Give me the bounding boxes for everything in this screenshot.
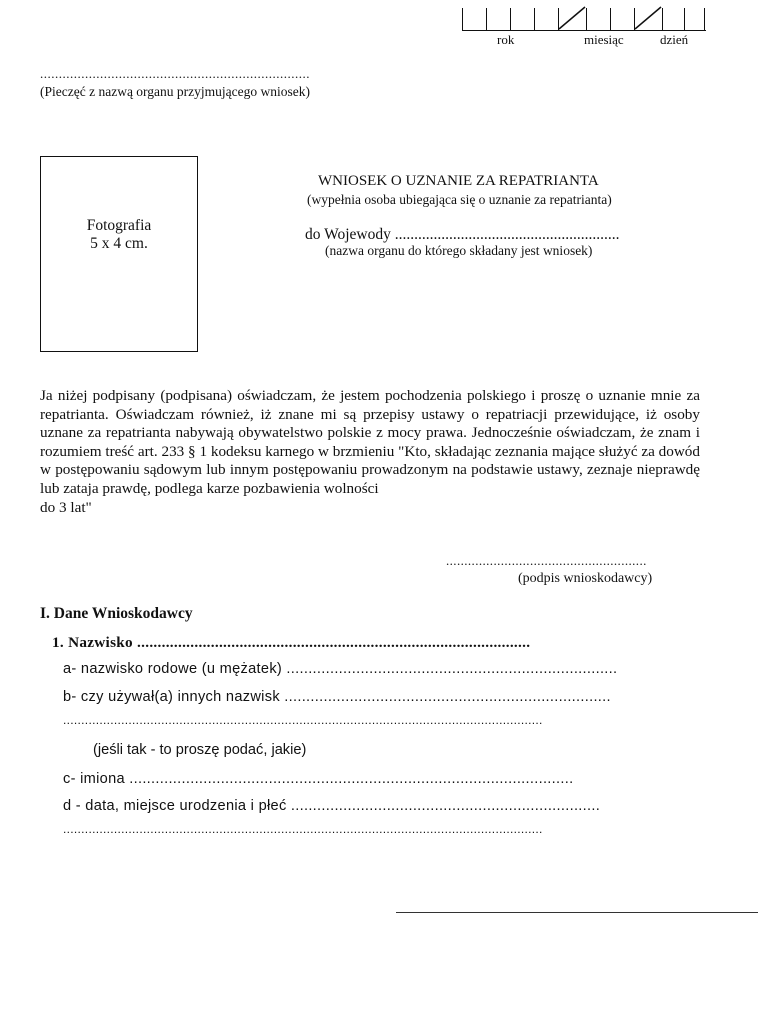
photo-box[interactable] [40, 156, 198, 352]
date-year-label: rok [497, 32, 515, 47]
date-box-divider [704, 8, 705, 30]
stamp-caption: (Pieczęć z nazwą organu przyjmującego wniosek) [40, 84, 311, 99]
date-box-divider [610, 8, 611, 30]
date-box-divider [462, 8, 463, 30]
section-title: I. Dane Wnioskodawcy [40, 605, 193, 622]
declaration-body: Ja niżej podpisany (podpisana) oświadczam, że jestem pochodzenia polskiego i proszę o uznanie mnie za repatrianta. Oświadczam również, iż znane mi są przepisy ustawy o repatriacji przewidujące, iż osoby uznane za repatrianta nabywają obywatelstwo polskie z mocy prawa. Jednocześnie oświadczam, że znam i rozumiem treść art. 233 § 1 kodeksu karnego w brzmieniu "Kto, składając zeznania mające służyć za dowód w postępowaniu sądowym lub innym postępowaniu prowadzonym na podstawie ustawy, zeznaje nieprawdę lub zataja prawdę, podlega karze pozbawienia wolności [40, 387, 700, 497]
date-box-divider [486, 8, 487, 30]
birth-data-extra-line[interactable]: .................................................................................................................................... [63, 822, 543, 836]
other-names-extra-line[interactable]: .................................................................................................................................... [63, 713, 543, 727]
date-month-label: miesiąc [584, 32, 624, 47]
maiden-name-field[interactable]: a- nazwisko rodowe (u mężatek) ............................................................................ [63, 661, 618, 677]
signature-caption: (podpis wnioskodawcy) [518, 571, 653, 586]
form-subtitle: (wypełnia osoba ubiegająca się o uznanie za repatrianta) [307, 192, 612, 207]
stamp-line[interactable]: ........................................................................ [40, 66, 310, 81]
date-day-label: dzień [660, 32, 689, 47]
form-title: WNIOSEK O UZNANIE ZA REPATRIANTA [318, 173, 599, 189]
signature-line[interactable]: ....................................................... [446, 553, 647, 568]
date-box-divider [510, 8, 511, 30]
other-names-field[interactable]: b- czy używał(a) innych nazwisk ........................................................................... [63, 689, 611, 705]
photo-label-line1: Fotografia [86, 217, 152, 234]
date-separator-slash [634, 6, 662, 30]
date-separator-slash [558, 6, 586, 30]
date-box-divider [684, 8, 685, 30]
date-box-divider [662, 8, 663, 30]
birth-data-field[interactable]: d - data, miejsce urodzenia i płeć ....................................................................... [63, 798, 601, 814]
recipient-caption: (nazwa organu do którego składany jest wniosek) [325, 243, 593, 258]
declaration-text [40, 387, 700, 517]
date-box-divider [534, 8, 535, 30]
bottom-divider [396, 912, 758, 913]
other-names-note: (jeśli tak - to proszę podać, jakie) [93, 742, 307, 758]
declaration-last-line: do 3 lat" [40, 498, 92, 516]
date-input-boxes[interactable] [462, 6, 706, 31]
surname-field[interactable]: 1. Nazwisko ................................................................................................ [52, 634, 531, 651]
date-box-divider [586, 8, 587, 30]
first-names-field[interactable]: c- imiona ...................................................................................................... [63, 771, 574, 787]
photo-label-line2: 5 x 4 cm. [90, 235, 148, 252]
photo-label [41, 217, 197, 253]
recipient-field[interactable]: do Wojewody .......................................................... [305, 226, 620, 243]
